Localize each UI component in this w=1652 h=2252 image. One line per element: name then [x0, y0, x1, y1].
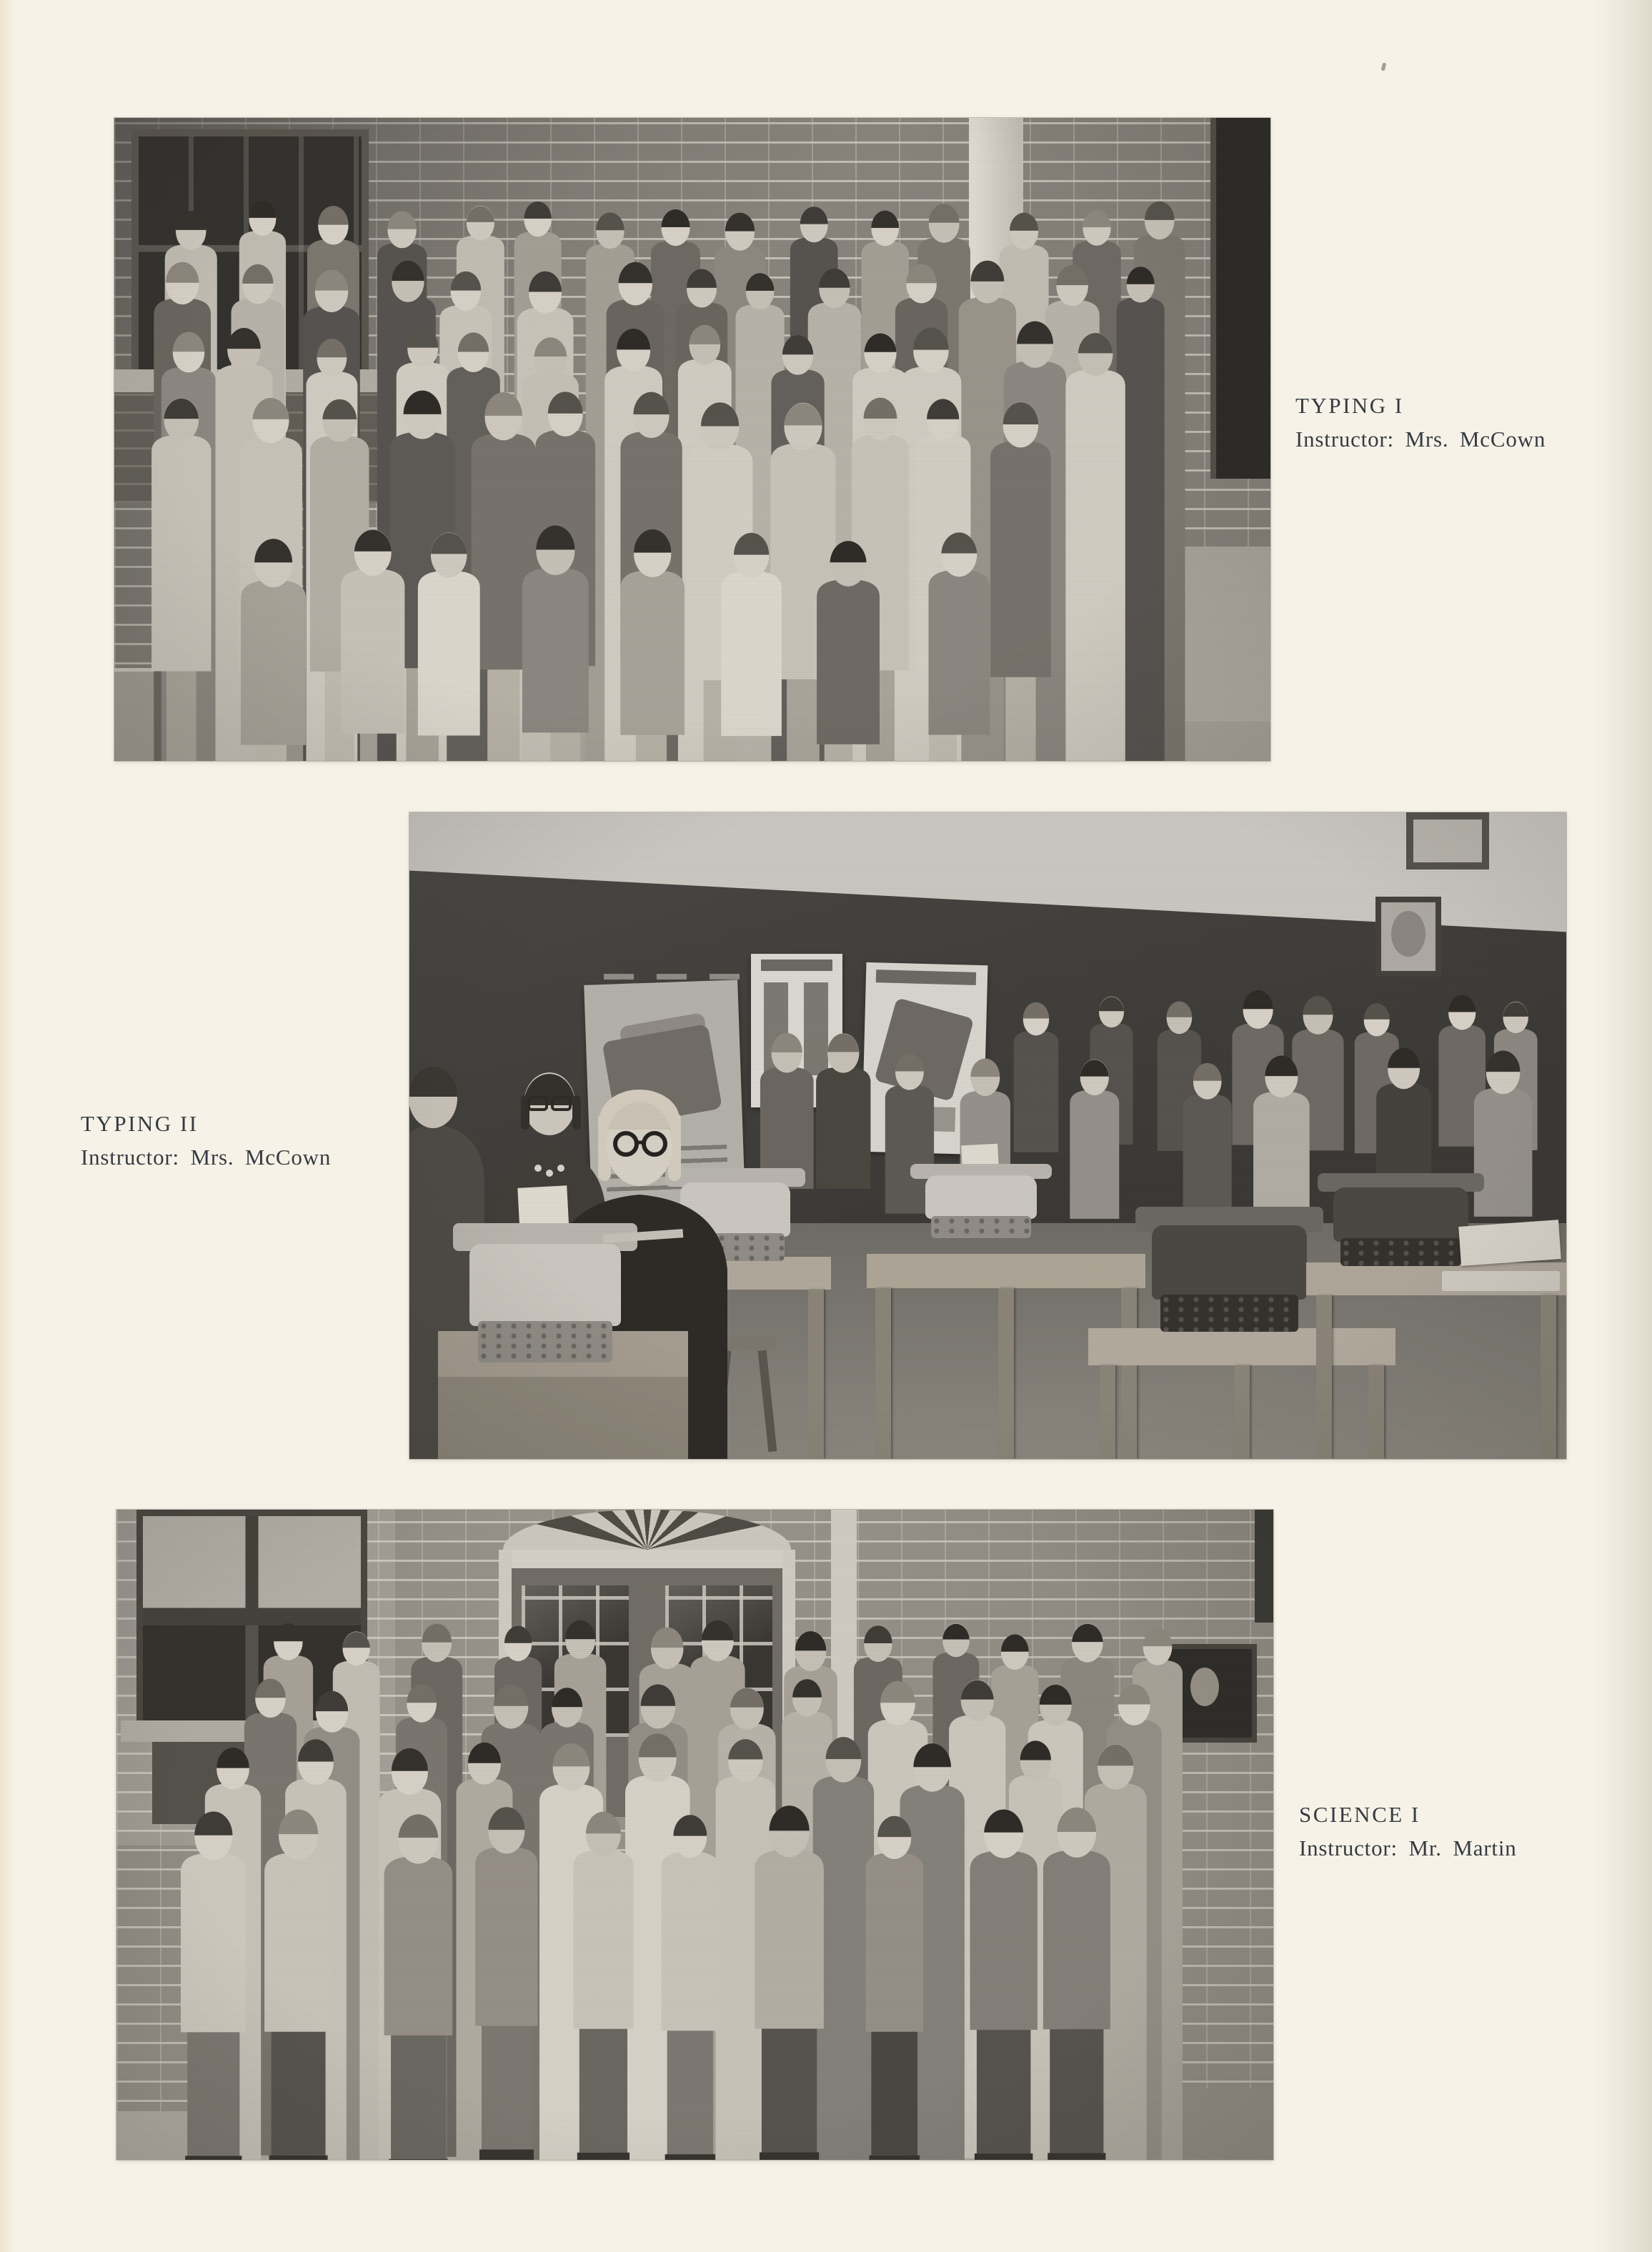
instructor-line: Instructor: Mrs. McCown [1295, 427, 1546, 452]
typewriter-keys [478, 1321, 613, 1363]
class-title: TYPING I [1295, 393, 1404, 418]
typewriter [463, 1223, 627, 1362]
crowd-figures [114, 118, 1270, 761]
class-photo-typing-1 [114, 118, 1270, 761]
student-group [114, 118, 1270, 761]
person-silhouette [970, 1809, 1038, 2160]
person-silhouette [384, 1814, 453, 2160]
class-title: SCIENCE I [1299, 1802, 1420, 1827]
person-silhouette [1065, 333, 1125, 761]
person-silhouette [475, 1807, 537, 2160]
caption-typing-1 [1295, 389, 1546, 456]
desk-front [438, 1377, 688, 1459]
person-silhouette [662, 1815, 720, 2160]
person-silhouette [573, 1812, 633, 2160]
page-speck [1381, 63, 1387, 71]
caption-typing-2 [81, 1107, 331, 1174]
class-photo-science-1 [116, 1510, 1273, 2160]
person-silhouette [1043, 1808, 1110, 2160]
caption-science-1 [1299, 1798, 1517, 1865]
person-silhouette [264, 1810, 332, 2160]
person-silhouette [181, 1812, 247, 2161]
person-silhouette [755, 1805, 824, 2160]
instructor-line: Instructor: Mr. Martin [1299, 1835, 1517, 1860]
student-group [116, 1510, 1273, 2160]
crowd-figures [116, 1510, 1273, 2160]
typewriter-body [469, 1244, 621, 1326]
instructor-line: Instructor: Mrs. McCown [81, 1145, 332, 1170]
class-photo-typing-2 [409, 812, 1566, 1459]
person-silhouette [865, 1816, 923, 2160]
class-title: TYPING II [81, 1111, 199, 1136]
